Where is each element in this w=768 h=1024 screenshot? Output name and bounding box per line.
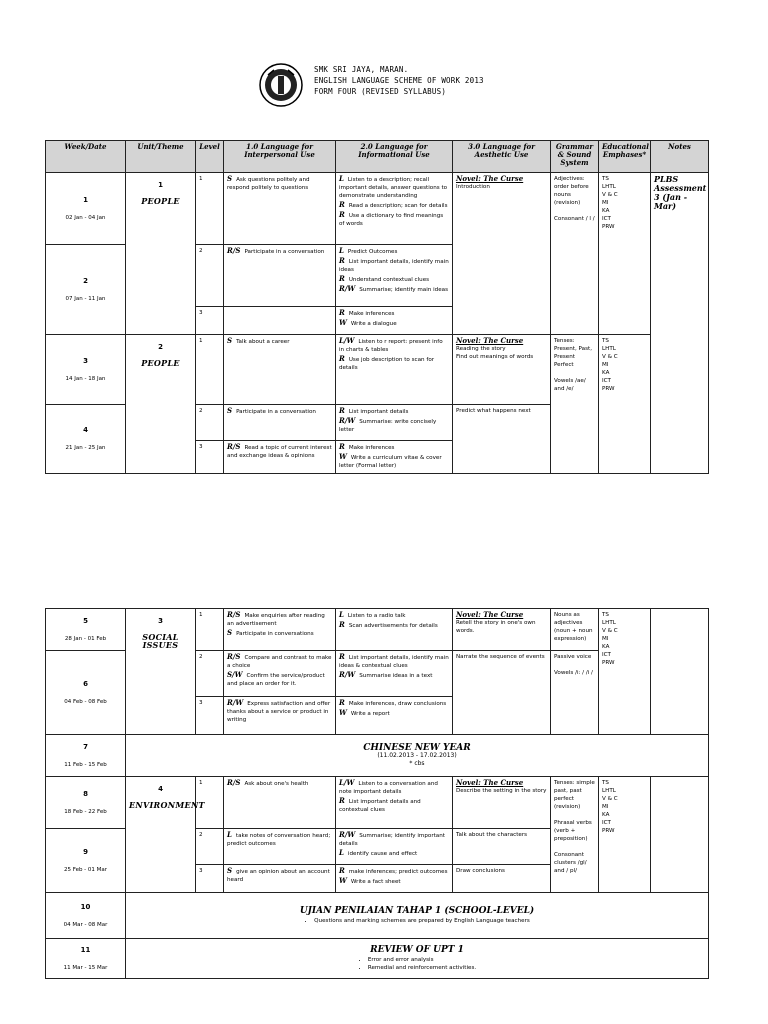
unit-cell: 3 SOCIAL ISSUES: [126, 609, 196, 735]
informational-cell: R Make inferences W Write a curriculum vitae & cover letter (Formal letter): [336, 441, 453, 474]
interpersonal-cell: S Ask questions politely and respond politely to questions: [224, 173, 336, 245]
holiday-banner: CHINESE NEW YEAR (11.02.2013 - 17.02.2013) * cbs: [126, 735, 709, 777]
table-row: [46, 735, 709, 777]
level-cell: 1: [196, 173, 224, 245]
week-cell: 5 28 Jan - 01 Feb: [46, 609, 126, 651]
informational-cell: L Listen to a description; recall important details, answer questions to demonstrate understanding R Read a description; scan for details R Use a dictionary to find meanings of words: [336, 173, 453, 245]
col-level: Level: [196, 141, 224, 173]
exam-banner: UJIAN PENILAIAN TAHAP 1 (SCHOOL-LEVEL) • Questions and marking schemes are prepared by English Language teachers: [126, 893, 709, 939]
aesthetic-cell: Narrate the sequence of events: [453, 651, 551, 735]
col-educational: Educational Emphases*: [599, 141, 651, 173]
grammar-cell: Nouns as adjectives (noun + noun expression): [551, 609, 599, 651]
aesthetic-cell: Predict what happens next: [453, 405, 551, 474]
educational-cell: TS LHTL V & C MI KA ICT PRW: [599, 777, 651, 893]
interpersonal-cell: L take notes of conversation heard; predict outcomes: [224, 829, 336, 865]
school-logo: [258, 62, 304, 108]
interpersonal-cell: S give an opinion about an account heard: [224, 865, 336, 893]
week-cell: 9 25 Feb - 01 Mar: [46, 829, 126, 893]
aesthetic-cell: Draw conclusions: [453, 865, 551, 893]
aesthetic-cell: Talk about the characters: [453, 829, 551, 865]
col-week-date: Week/Date: [46, 141, 126, 173]
scheme-table-1: [45, 140, 709, 474]
week-cell: 7 11 Feb - 15 Feb: [46, 735, 126, 777]
document-subtitle: FORM FOUR (REVISED SYLLABUS): [314, 87, 447, 96]
unit-cell: 2 PEOPLE: [126, 335, 196, 474]
week-cell: 2 07 Jan - 11 Jan: [46, 245, 126, 335]
col-aesthetic: 3.0 Language for Aesthetic Use: [453, 141, 551, 173]
table-row: [46, 609, 709, 651]
educational-cell: TS LHTL V & C MI KA ICT PRW: [599, 609, 651, 735]
week-cell: 3 14 Jan - 18 Jan: [46, 335, 126, 405]
notes-cell: [651, 609, 709, 735]
aesthetic-cell: Novel: The Curse Describe the setting in the story: [453, 777, 551, 829]
col-informational: 2.0 Language for Informational Use: [336, 141, 453, 173]
informational-cell: R Make inferences, draw conclusions W Write a report: [336, 697, 453, 735]
grammar-cell: Tenses: simple past, past perfect (revision) Phrasal verbs (verb + preposition) Consonant clusters /gl/ and / pl/: [551, 777, 599, 893]
unit-cell: 1 PEOPLE: [126, 173, 196, 335]
interpersonal-cell: R/S Make enquiries after reading an advertisement S Participate in conversations: [224, 609, 336, 651]
table-row: [46, 939, 709, 979]
interpersonal-cell: R/S Read a topic of current interest and exchange ideas & opinions: [224, 441, 336, 474]
level-cell: 1: [196, 609, 224, 651]
week-cell: 6 04 Feb - 08 Feb: [46, 651, 126, 735]
interpersonal-cell: S Participate in a conversation: [224, 405, 336, 441]
week-cell: 11 11 Mar - 15 Mar: [46, 939, 126, 979]
school-name: SMK SRI JAYA, MARAN.: [314, 65, 409, 74]
informational-cell: L Predict Outcomes R List important details, identify main ideas R Understand contextual clues R/W Summarise; identify main ideas: [336, 245, 453, 307]
informational-cell: R/W Summarise; identify important details L identify cause and effect: [336, 829, 453, 865]
scheme-table-2: [45, 608, 709, 979]
level-cell: 2: [196, 651, 224, 697]
informational-cell: R List important details, identify main ideas & contextual clues R/W Summarise ideas in a text: [336, 651, 453, 697]
review-banner: REVIEW OF UPT 1 • Error and error analysis • Remedial and reinforcement activities.: [126, 939, 709, 979]
informational-cell: R make inferences; predict outcomes W Write a fact sheet: [336, 865, 453, 893]
interpersonal-cell: R/S Participate in a conversation: [224, 245, 336, 307]
week-cell: 4 21 Jan - 25 Jan: [46, 405, 126, 474]
informational-cell: L/W Listen to a conversation and note important details R List important details and contextual clues: [336, 777, 453, 829]
document-header: [258, 62, 558, 112]
table-row: [46, 893, 709, 939]
informational-cell: L Listen to a radio talk R Scan advertisements for details: [336, 609, 453, 651]
week-cell: 10 04 Mar - 08 Mar: [46, 893, 126, 939]
table-row: [46, 173, 709, 245]
col-interpersonal: 1.0 Language for Interpersonal Use: [224, 141, 336, 173]
week-cell: 1 02 Jan - 04 Jan: [46, 173, 126, 245]
aesthetic-cell: Novel: The Curse Introduction: [453, 173, 551, 335]
interpersonal-cell: R/S Ask about one's health: [224, 777, 336, 829]
level-cell: 2: [196, 829, 224, 865]
level-cell: 3: [196, 441, 224, 474]
week-cell: 8 18 Feb - 22 Feb: [46, 777, 126, 829]
table-row: [46, 335, 709, 405]
level-cell: 3: [196, 865, 224, 893]
level-cell: 1: [196, 335, 224, 405]
notes-cell: PLBS Assessment 3 (Jan - Mar): [651, 173, 709, 474]
grammar-cell: Tenses: Present, Past, Present Perfect Vowels /ae/ and /e/: [551, 335, 599, 474]
educational-cell: TS LHTL V & C MI KA ICT PRW: [599, 335, 651, 474]
unit-cell: 4 ENVIRONMENT: [126, 777, 196, 893]
table-row: [46, 777, 709, 829]
informational-cell: R List important details R/W Summarise: write concisely letter: [336, 405, 453, 441]
interpersonal-cell: R/S Compare and contrast to make a choice S/W Confirm the service/product and place an order for it.: [224, 651, 336, 697]
table-header-row: [46, 141, 709, 173]
interpersonal-cell: S Talk about a career: [224, 335, 336, 405]
informational-cell: L/W Listen to r report: present info in charts & tables R Use job description to scan for details: [336, 335, 453, 405]
col-grammar: Grammar & Sound System: [551, 141, 599, 173]
notes-cell: [651, 777, 709, 893]
aesthetic-cell: Novel: The Curse Reading the story Find out meanings of words: [453, 335, 551, 405]
level-cell: 3: [196, 307, 224, 335]
informational-cell: R Make inferences W Write a dialogue: [336, 307, 453, 335]
aesthetic-cell: Novel: The Curse Retell the story in one's own words.: [453, 609, 551, 651]
grammar-cell: Passive voice Vowels /i: / /i /: [551, 651, 599, 735]
col-unit-theme: Unit/Theme: [126, 141, 196, 173]
level-cell: 2: [196, 405, 224, 441]
level-cell: 1: [196, 777, 224, 829]
interpersonal-cell: R/W Express satisfaction and offer thanks about a service or product in writing: [224, 697, 336, 735]
document-title: ENGLISH LANGUAGE SCHEME OF WORK 2013: [314, 76, 484, 85]
educational-cell: TS LHTL V & C MI KA ICT PRW: [599, 173, 651, 335]
level-cell: 2: [196, 245, 224, 307]
level-cell: 3: [196, 697, 224, 735]
col-notes: Notes: [651, 141, 709, 173]
grammar-cell: Adjectives: order before nouns (revision) Consonant / l /: [551, 173, 599, 335]
interpersonal-cell: [224, 307, 336, 335]
